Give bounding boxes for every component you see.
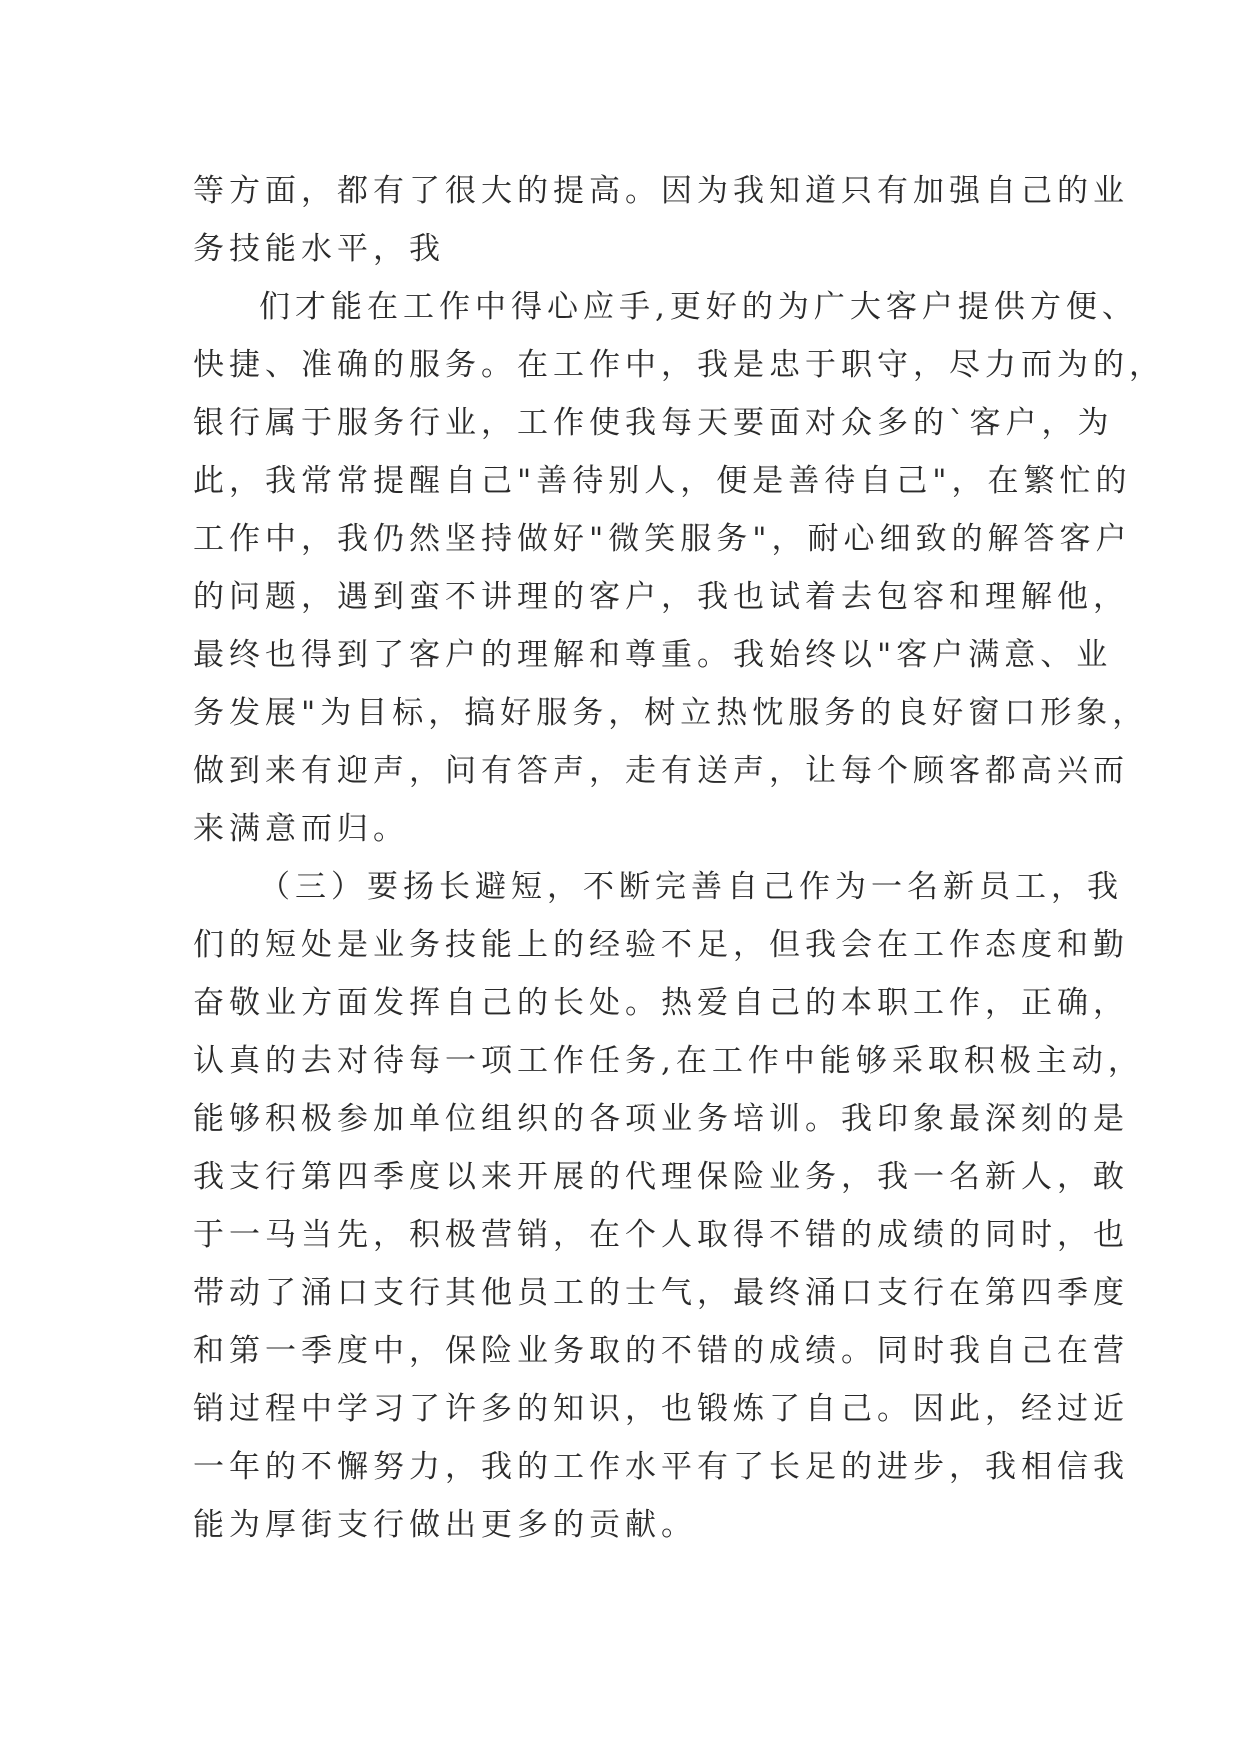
text-line: 于一马当先，积极营销，在个人取得不错的成绩的同时，也 bbox=[193, 1217, 1129, 1253]
text-line: 们的短处是业务技能上的经验不足，但我会在工作态度和勤 bbox=[193, 927, 1129, 963]
text-line: 能够积极参加单位组织的各项业务培训。我印象最深刻的是 bbox=[193, 1101, 1129, 1137]
text-line: 的问题，遇到蛮不讲理的客户，我也试着去包容和理解他， bbox=[193, 579, 1129, 615]
text-line: 奋敬业方面发挥自己的长处。热爱自己的本职工作，正确， bbox=[193, 985, 1129, 1021]
text-line: 能为厚街支行做出更多的贡献。 bbox=[193, 1507, 697, 1543]
text-line: 一年的不懈努力，我的工作水平有了长足的进步，我相信我 bbox=[193, 1449, 1129, 1485]
text-line: 等方面，都有了很大的提高。因为我知道只有加强自己的业 bbox=[193, 173, 1129, 209]
text-line: 们才能在工作中得心应手,更好的为广大客户提供方便、 bbox=[259, 289, 1138, 325]
text-line: 销过程中学习了许多的知识，也锻炼了自己。因此，经过近 bbox=[193, 1391, 1129, 1427]
text-line: 此，我常常提醒自己"善待别人，便是善待自己"，在繁忙的 bbox=[193, 463, 1132, 499]
text-line: 做到来有迎声，问有答声，走有送声，让每个顾客都高兴而 bbox=[193, 753, 1129, 789]
text-line: （三）要扬长避短，不断完善自己作为一名新员工，我 bbox=[259, 869, 1123, 905]
text-line: 我支行第四季度以来开展的代理保险业务，我一名新人，敢 bbox=[193, 1159, 1129, 1195]
text-line: 务发展"为目标，搞好服务，树立热忱服务的良好窗口形象， bbox=[193, 695, 1149, 731]
text-line: 带动了涌口支行其他员工的士气，最终涌口支行在第四季度 bbox=[193, 1275, 1129, 1311]
text-line: 认真的去对待每一项工作任务,在工作中能够采取积极主动， bbox=[193, 1043, 1144, 1079]
text-line: 工作中，我仍然坚持做好"微笑服务"，耐心细致的解答客户 bbox=[193, 521, 1132, 557]
text-line: 来满意而归。 bbox=[193, 811, 409, 847]
text-line: 银行属于服务行业，工作使我每天要面对众多的`客户，为 bbox=[193, 405, 1114, 441]
text-line: 快捷、准确的服务。在工作中，我是忠于职守，尽力而为的， bbox=[193, 347, 1165, 383]
text-line: 务技能水平，我 bbox=[193, 231, 445, 267]
text-line: 和第一季度中，保险业务取的不错的成绩。同时我自己在营 bbox=[193, 1333, 1129, 1369]
text-line: 最终也得到了客户的理解和尊重。我始终以"客户满意、业 bbox=[193, 637, 1113, 673]
body-text bbox=[193, 162, 1165, 1554]
